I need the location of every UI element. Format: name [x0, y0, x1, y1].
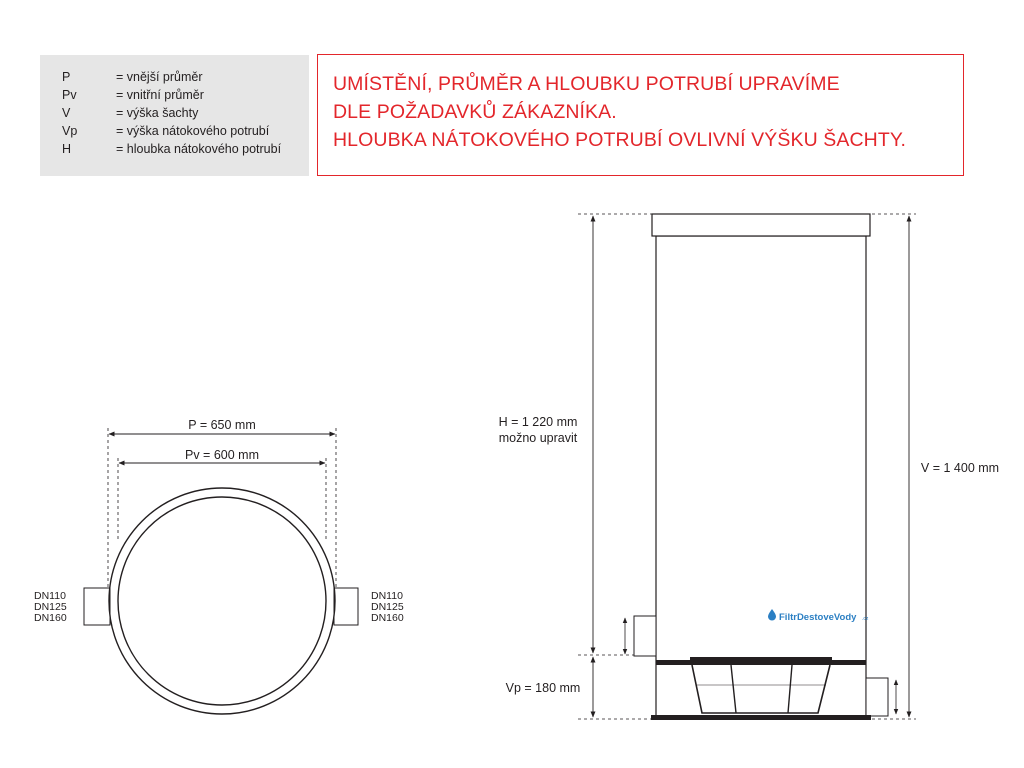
side-view — [499, 214, 1000, 720]
pipe-size-left: DN160 — [34, 612, 67, 624]
note-line-3: HLOUBKA NÁTOKOVÉHO POTRUBÍ OVLIVNÍ VÝŠKU ŠACHTY. — [333, 129, 906, 151]
legend-description: = vnitřní průměr — [116, 88, 204, 102]
inlet-height-label: Vp = 180 mm — [505, 681, 581, 695]
height-label: V = 1 400 mm — [920, 461, 1000, 475]
inner-diameter-label: Pv = 600 mm — [185, 448, 259, 462]
logo-suffix: .cz — [862, 616, 869, 622]
shaft-body — [656, 236, 866, 719]
legend-symbol: Vp — [62, 124, 78, 138]
pipe-size-left: DN125 — [34, 601, 67, 613]
outlet-pipe-side — [866, 678, 888, 716]
logo-text: FiltrDestoveVody — [779, 612, 857, 623]
legend-symbol: H — [62, 142, 72, 156]
depth-label: H = 1 220 mm — [498, 415, 578, 429]
inlet-pipe-side — [634, 616, 656, 656]
legend-description: = hloubka nátokového potrubí — [116, 142, 282, 156]
outer-diameter-label: P = 650 mm — [188, 418, 256, 432]
pipe-size-left: DN110 — [34, 590, 66, 602]
outlet-pipe-right — [334, 588, 358, 625]
pipe-size-right: DN110 — [371, 590, 403, 602]
note-line-2: DLE POŽADAVKŮ ZÁKAZNÍKA. — [333, 101, 617, 123]
legend-symbol: V — [62, 106, 71, 120]
inlet-pipe-left — [84, 588, 110, 625]
top-view — [34, 418, 404, 714]
legend-description: = výška šachty — [116, 106, 199, 120]
basket-lid — [690, 657, 832, 665]
note-line-1: UMÍSTĚNÍ, PRŮMĚR A HLOUBKU POTRUBÍ UPRAVÍME — [333, 73, 840, 95]
brand-logo — [768, 609, 869, 623]
basket-body — [692, 665, 830, 713]
pipe-size-right: DN125 — [371, 601, 404, 613]
shaft-collar — [652, 214, 870, 236]
pipe-size-right: DN160 — [371, 612, 404, 624]
legend-symbol: Pv — [62, 88, 77, 102]
legend-symbol: P — [62, 70, 71, 84]
legend-description: = vnější průměr — [116, 70, 203, 84]
legend-description: = výška nátokového potrubí — [116, 124, 270, 138]
shaft-inner-circle — [118, 497, 326, 705]
depth-note: možno upravit — [498, 431, 578, 445]
shaft-bottom — [651, 715, 871, 720]
